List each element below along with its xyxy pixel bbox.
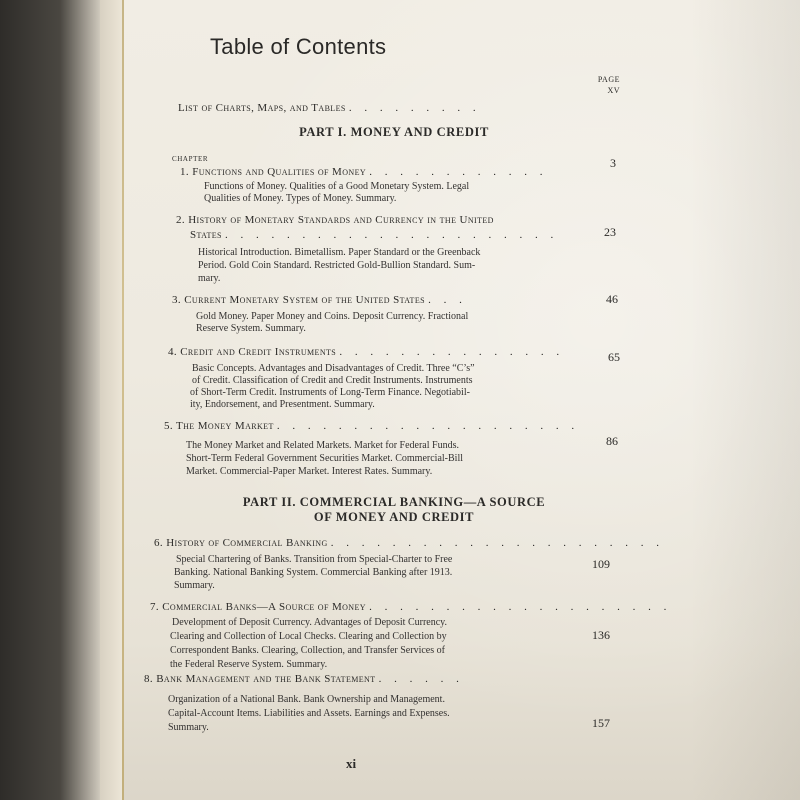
chapter-description-line: ity, Endorsement, and Presentment. Summary.: [190, 399, 375, 410]
chapter-description-line: Historical Introduction. Bimetallism. Paper Standard or the Greenback: [198, 247, 481, 258]
chapter-description-line: Gold Money. Paper Money and Coins. Deposit Currency. Fractional: [196, 311, 469, 322]
chapter-description-line: Short-Term Federal Government Securities Market. Commercial-Bill: [186, 453, 464, 464]
chapter-description-line: The Money Market and Related Markets. Market for Federal Funds.: [186, 440, 459, 451]
chapter-description-line: Market. Commercial-Paper Market. Interest Rates. Summary.: [186, 466, 433, 477]
chapter-entry: 2. History of Monetary Standards and Currency in the United: [176, 214, 494, 226]
chapter-entry: 6. History of Commercial Banking . . . . . . . . . . . . . . . . . . . . . .: [154, 537, 665, 549]
part-heading-1: PART I. MONEY AND CREDIT: [299, 125, 489, 139]
chapter-entry-continued: States . . . . . . . . . . . . . . . . . . . . . .: [190, 229, 559, 241]
chapter-description-line: Summary.: [168, 722, 209, 733]
chapter-description-line: Period. Gold Coin Standard. Restricted Gold-Bullion Standard. Sum-: [198, 260, 476, 271]
part-heading-2: PART II. COMMERCIAL BANKING—A SOURCE OF MONEY AND CREDIT: [242, 495, 546, 524]
chapter-entry: 1. Functions and Qualities of Money . . . . . . . . . . . .: [180, 166, 548, 178]
chapter-page-number: 86: [606, 434, 618, 448]
chapter-description-line: Reserve System. Summary.: [196, 323, 306, 334]
chapter-description-line: Qualities of Money. Types of Money. Summary.: [204, 193, 397, 204]
chapter-entry: 3. Current Monetary System of the United States . . .: [172, 294, 467, 306]
chapter-description-line: the Federal Reserve System. Summary.: [170, 659, 328, 670]
chapter-description-line: Clearing and Collection of Local Checks. Clearing and Collection by: [170, 631, 447, 642]
chapter-description-line: of Credit. Classification of Credit and Credit Instruments. Instruments: [192, 375, 473, 386]
page-heading-label: PAGE: [597, 75, 620, 84]
chapter-entry: 7. Commercial Banks—A Source of Money . . . . . . . . . . . . . . . . . . . .: [150, 601, 672, 613]
page-column-heading: [590, 74, 620, 96]
list-of-charts-entry: List of Charts, Maps, and Tables . . . . . . . . .: [178, 102, 481, 114]
chapter-page-number: 109: [592, 557, 610, 571]
chapter-entry: 4. Credit and Credit Instruments . . . . . . . . . . . . . . .: [168, 346, 565, 358]
page-title: Table of Contents: [210, 34, 387, 59]
chapter-page-number: 136: [592, 628, 610, 642]
chapter-page-number: 65: [608, 350, 620, 364]
chapter-page-number: 23: [604, 225, 616, 239]
chapter-description-line: Functions of Money. Qualities of a Good Monetary System. Legal: [204, 181, 470, 192]
chapter-description-line: Development of Deposit Currency. Advantages of Deposit Currency.: [172, 617, 448, 628]
chapter-description-line: Summary.: [174, 580, 215, 591]
chapter-description-line: Correspondent Banks. Clearing, Collection, and Transfer Services of: [170, 645, 445, 656]
chapter-page-number: 3: [610, 156, 616, 170]
chapter-description-line: Banking. National Banking System. Commercial Banking after 1913.: [174, 567, 453, 578]
chapter-description-line: of Short-Term Credit. Instruments of Long-Term Finance. Negotiabil-: [190, 387, 470, 398]
chapter-entry: 5. The Money Market . . . . . . . . . . . . . . . . . . . .: [164, 420, 580, 432]
book-page: [124, 0, 800, 800]
chapter-description-line: Capital-Account Items. Liabilities and Assets. Earnings and Expenses.: [168, 708, 450, 719]
page-folio: xi: [346, 756, 357, 771]
chapter-description-line: Basic Concepts. Advantages and Disadvantages of Credit. Three “C’s”: [192, 363, 475, 374]
page-heading-number: XV: [607, 86, 620, 95]
table-of-contents: [124, 0, 800, 800]
chapter-description-line: Organization of a National Bank. Bank Ownership and Management.: [168, 694, 445, 705]
chapter-column-label: CHAPTER: [172, 155, 209, 163]
chapter-entry: 8. Bank Management and the Bank Statement . . . . . .: [144, 673, 464, 685]
chapter-page-number: 46: [606, 292, 618, 306]
chapter-description-line: mary.: [198, 273, 221, 284]
chapter-page-number: 157: [592, 716, 610, 730]
chapter-description-line: Special Chartering of Banks. Transition from Special-Charter to Free: [176, 554, 453, 565]
